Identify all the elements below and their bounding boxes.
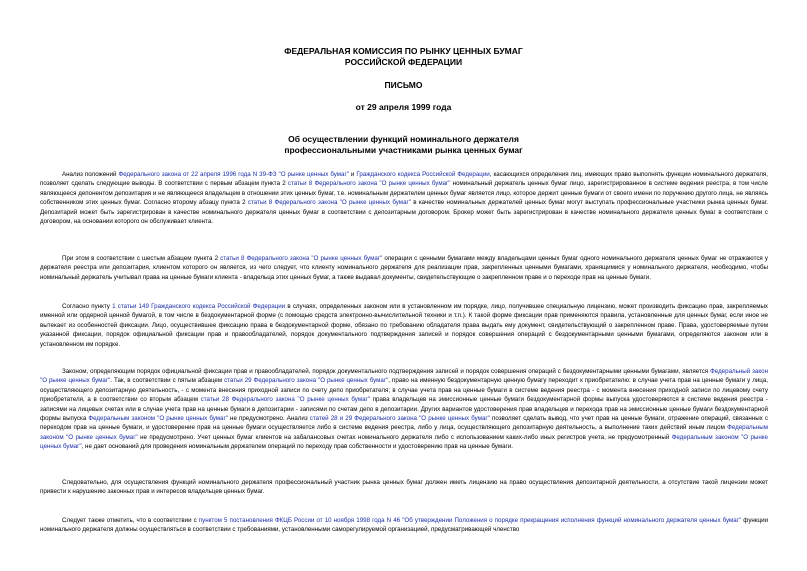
paragraph-text: , не дает оснований для проведения номинальным держателем операций по переходу прав собственности и удостоверению прав на ценные бумаги. bbox=[81, 443, 513, 451]
law-reference-link[interactable]: пунктом 5 постановления ФКЦБ России от 10 ноября 1998 года N 46 "Об утверждении Положения о порядке прекращения исполнения функций номинального держателя ценных бумаг" bbox=[198, 517, 742, 524]
paragraph-text: При этом в соответствии с шестым абзацем пункта 2 bbox=[62, 255, 221, 262]
paragraph-text: не предусмотрено. Учет ценных бумаг клиентов на забалансовых счетах номинального держателя либо с использованием каких-либо иных регистров учета, не предусмотренный bbox=[137, 433, 672, 441]
paragraph-text: не предусмотрено. Анализ bbox=[227, 415, 310, 423]
paragraph-text: Следует также отметить, что в соответствии с bbox=[62, 517, 199, 524]
paragraph-text: Анализ положений bbox=[62, 171, 119, 178]
law-reference-link[interactable]: статьи 8 Федерального закона "О рынке ценных бумаг" bbox=[220, 255, 383, 262]
paragraph-3 bbox=[40, 302, 768, 349]
law-reference-link[interactable]: статьи 29 Федерального закона "О рынке ценных бумаг" bbox=[224, 377, 389, 385]
law-reference-link[interactable]: Федеральным законом "О рынке ценных бумаг" bbox=[40, 424, 768, 441]
paragraph-text: , право на именную бездокументарную ценную бумагу переходит к приобретателю: в случае учета прав на ценные бумаги у лица, осуществляющего депозитарную деятельность, - с момента внесения приходной записи по счету депо приобретателя; в случае учета прав на ценные бумаги в системе ведения реестра - с момента внесения приходной записи по лицевому счету приобретателя, а в соответствии со вторым абзацем bbox=[40, 377, 769, 404]
issuer-name-line1: ФЕДЕРАЛЬНАЯ КОМИССИЯ ПО РЫНКУ ЦЕННЫХ БУМАГ bbox=[284, 46, 523, 56]
paragraph-text: права владельцев на эмиссионные ценные бумаги бездокументарной формы выпуска удостоверяются в системе ведения реестра - записями на лицевых счетах или в случае учета прав на ценные бумаги в депозитарии - записями по счетам депо в депозитарии. Других вариантов удостоверения прав владельцев и перехода прав на эмиссионные ценные бумаги бездокументарной формы выпуска bbox=[40, 396, 768, 423]
paragraph-text: в качестве номинальных держателей ценных бумаг могут выступать профессиональные участники рынка ценных бумаг. Депозитарий может быть зарегистрирован в качестве номинального держателя ценных бумаг в соответствии с депозитарным договором. Брокер может быть зарегистрирован в качестве номинального держателя ценных бумаг в соответствии с договором, на основании которого он обслуживает клиента. bbox=[40, 199, 769, 226]
paragraph-4 bbox=[40, 367, 768, 452]
paragraph-6 bbox=[40, 516, 768, 535]
paragraph-text: . Так, в соответствии с пятым абзацем bbox=[110, 377, 225, 385]
paragraph-text: функции номинального держателя должны осуществляться в соответствии с требованиями, установленными саморегулируемой организацией, предусматривающей членство bbox=[40, 517, 769, 534]
paragraph-5 bbox=[40, 478, 768, 497]
law-reference-link[interactable]: статьи 8 Федерального закона "О рынке ценных бумаг" bbox=[247, 199, 411, 207]
document-date: от 29 апреля 1999 года bbox=[355, 102, 452, 112]
paragraph-text: номинальный держатель ценных бумаг лицо, зарегистрированное в системе ведения реестра, в том числе являющееся депонентом депозитария и не являющееся владельцем в отношении этих ценных бумаг, т.е. номинальным держателем ценных бумаг является лицо, которое держит ценные бумаги от своего имени по поручению другого лица, не являясь собственником этих ценных бумаг. Согласно второму абзацу пункта 2 bbox=[40, 180, 769, 207]
paragraph-text: , касающихся определения лиц, имеющих право выполнять функции номинального держателя, позволяет сделать следующие выводы. В соответствии с первым абзацем пункта 2 bbox=[40, 171, 768, 188]
paragraph-text: Законом, определяющим порядок официальной фиксации прав и правообладателей, порядок документального подтверждения записей и порядок совершения операций с бездокументарными ценными бумагами, является bbox=[62, 368, 711, 375]
paragraph-1 bbox=[40, 170, 768, 226]
law-reference-link[interactable]: Федеральным законом "О рынке ценных бумаг" bbox=[88, 415, 228, 423]
document-type: ПИСЬМО bbox=[384, 80, 423, 90]
law-reference-link[interactable]: Федеральный закон "О рынке ценных бумаг" bbox=[40, 368, 768, 385]
issuer-name-line2: РОССИЙСКОЙ ФЕДЕРАЦИИ bbox=[344, 57, 463, 67]
document-title-line1: Об осуществлении функций номинального держателя bbox=[288, 134, 519, 144]
paragraph-text: Согласно пункту bbox=[62, 303, 113, 310]
document-title-line2: профессиональными участниками рынка ценных бумаг bbox=[284, 145, 523, 155]
law-reference-link[interactable]: статей 28 и 29 Федерального закона "О рынке ценных бумаг" bbox=[309, 415, 490, 423]
law-reference-link[interactable]: статьи 8 Федерального закона "О рынке ценных бумаг" bbox=[287, 180, 451, 188]
law-reference-link[interactable]: статьи 28 Федерального закона "О рынке ценных бумаг" bbox=[200, 396, 370, 404]
paragraph-text: Следовательно, для осуществления функций номинального держателя профессиональный участник рынка ценных бумаг должен иметь лицензию на право осуществления депозитарной деятельности, а отсутствие такой лицензии может привести к нарушению законных прав и интересов владельцев ценных бумаг. bbox=[40, 479, 768, 496]
paragraph-2 bbox=[40, 254, 768, 282]
law-reference-link[interactable]: Гражданского кодекса Российской Федерации bbox=[356, 171, 490, 178]
law-reference-link[interactable]: Федерального закона от 22 апреля 1996 года N 39-ФЗ "О рынке ценных бумаг" bbox=[118, 171, 349, 178]
paragraph-text: и bbox=[348, 171, 357, 178]
law-reference-link[interactable]: Федеральным законом "О рынке ценных бумаг" bbox=[40, 433, 768, 451]
paragraph-text: операции с ценными бумагами между владельцами ценных бумаг одного номинального держателя ценных бумаг не отражаются у держателя реестра или депозитария, клиентом которого он является, из чего следует, что клиенту номинального держателя для реализации прав, закрепленных ценными бумагами, хранящимися у номинального держателя, необходимо, чтобы номинальный держатель учитывал права на ценные бумаги клиента - владельца этих ценных бумаг, а также выдавал документы, свидетельствующие о закрепленном праве и о переходе прав на ценные бумаги. bbox=[40, 255, 769, 281]
paragraph-text: в случаях, определенных законом или в установленном им порядке, лицо, получившее специальную лицензию, может производить фиксацию прав, закрепляемых именной или ордерной ценной бумагой, в том числе в бездокументарной форме (с помощью средств электронно-вычислительной техники и т.п.). К такой форме фиксации прав применяются правила, установленные для ценных бумаг, если иное не вытекает из особенностей фиксации. Лицо, осуществившее фиксацию права в бездокументарной форме, обязано по требованию обладателя права выдать ему документ, свидетельствующий о закрепленном праве. Права, удостоверяемые путем указанной фиксации, порядок официальной фиксации прав и правообладателей, порядок документального подтверждения записей и порядок совершения операций с бездокументарными ценными бумагами, определяются законом или в установленном им порядке. bbox=[40, 303, 768, 348]
law-reference-link[interactable]: 1 статьи 149 Гражданского кодекса Российской Федерации bbox=[112, 303, 286, 310]
paragraph-text: позволяет сделать вывод, что учет прав на ценные бумаги, отражение операций, связанных с переходом прав на ценные бумаги, и удостоверение прав на ценные бумаги осуществляется либо в системе ведения реестра, либо у лица, осуществляющего депозитарную деятельность, а выполнение таких действий иным лицом bbox=[40, 415, 768, 432]
